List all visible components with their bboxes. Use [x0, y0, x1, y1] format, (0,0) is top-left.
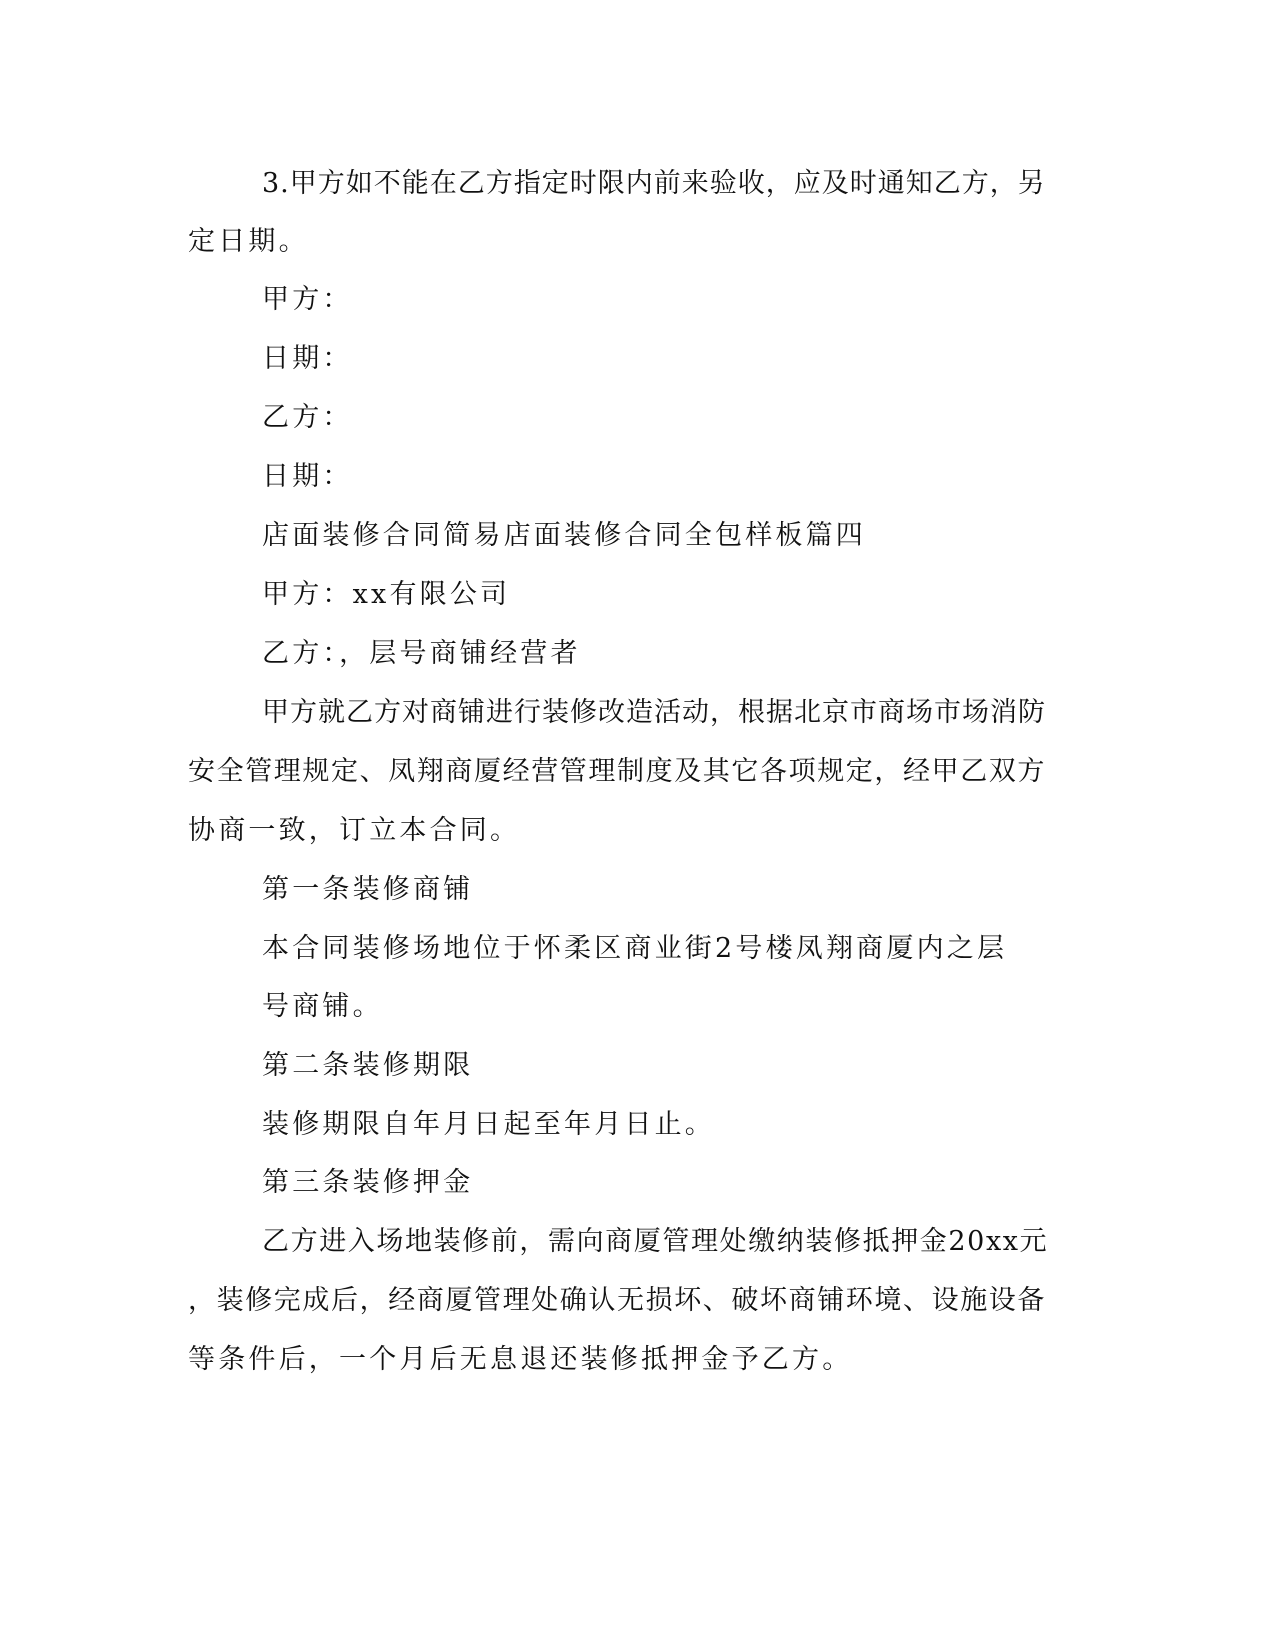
article-1-heading: 第一条装修商铺 — [262, 874, 474, 905]
preamble-text-end: 协商一致，订立本合同。 — [188, 815, 521, 846]
preamble-text-cont: 安全管理规定、凤翔商厦经营管理制度及其它各项规定，经甲乙双方 — [188, 756, 1046, 787]
article-2-heading: 第二条装修期限 — [262, 1050, 474, 1081]
article-3-heading: 第三条装修押金 — [262, 1167, 474, 1198]
party-b-name: 乙方：，层号商铺经营者 — [262, 638, 581, 669]
preamble-text: 甲方就乙方对商铺进行装修改造活动，根据北京市商场市场消防 — [262, 697, 1046, 728]
party-b-date-label: 日期： — [262, 461, 353, 492]
party-a-date-label: 日期： — [262, 343, 353, 374]
party-a-signature-label: 甲方： — [262, 284, 353, 315]
clause-3-text-cont: 定日期。 — [188, 226, 309, 257]
party-a-name: 甲方：xx有限公司 — [262, 579, 511, 610]
article-3-text: 乙方进入场地装修前，需向商厦管理处缴纳装修抵押金20xx元 — [262, 1226, 1049, 1257]
article-3-text-cont: ，装修完成后，经商厦管理处确认无损坏、破坏商铺环境、设施设备 — [188, 1285, 1046, 1316]
article-2-text: 装修期限自年月日起至年月日止。 — [262, 1109, 715, 1140]
party-b-signature-label: 乙方： — [262, 402, 353, 433]
article-1-text: 本合同装修场地位于怀柔区商业街2号楼凤翔商厦内之层 — [262, 933, 1008, 964]
article-1-text-cont: 号商铺。 — [262, 991, 383, 1022]
section-heading: 店面装修合同简易店面装修合同全包样板篇四 — [262, 520, 866, 551]
clause-3-text: 3.甲方如不能在乙方指定时限内前来验收，应及时通知乙方，另 — [262, 168, 1046, 199]
article-3-text-end: 等条件后，一个月后无息退还装修抵押金予乙方。 — [188, 1344, 853, 1375]
